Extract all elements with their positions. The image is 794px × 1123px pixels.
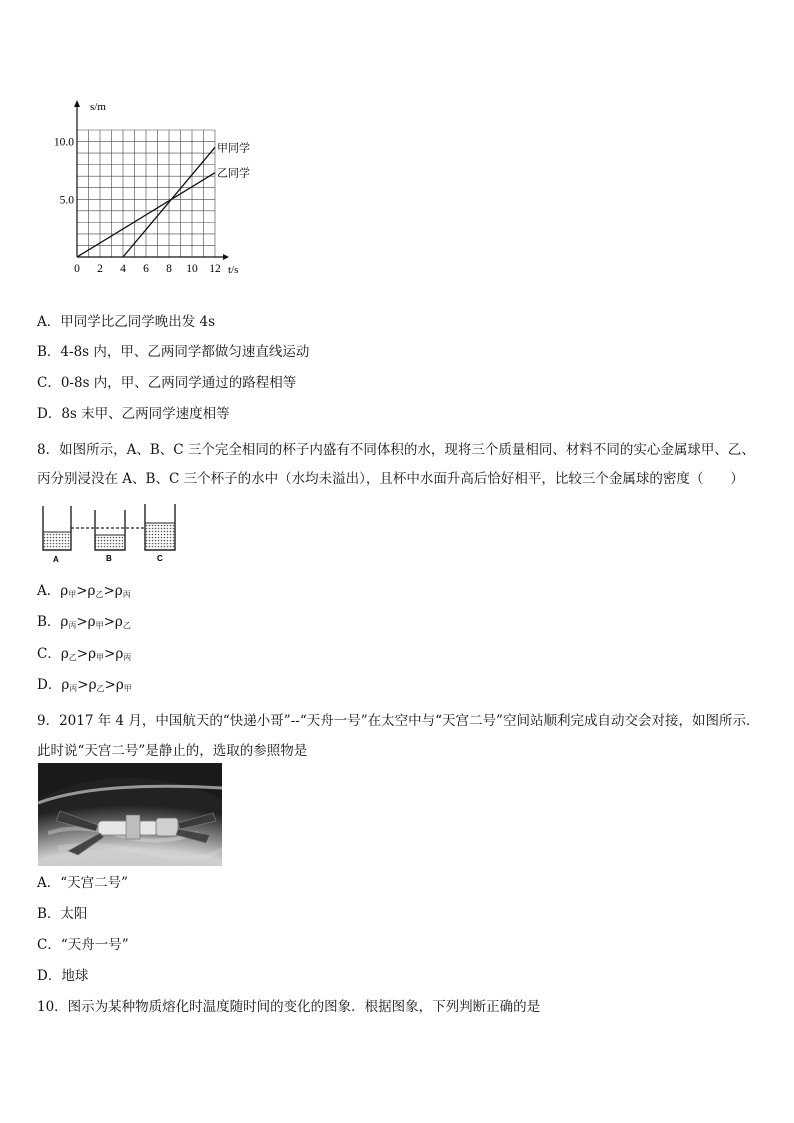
y-tick-label: 5.0 — [59, 194, 74, 207]
option-letter: C． — [37, 375, 61, 391]
x-tick-label: 2 — [97, 263, 103, 275]
q9-option-a[interactable] — [37, 874, 128, 892]
x-tick-label: 12 — [209, 263, 221, 275]
option-text: 8s 末甲、乙两同学速度相等 — [61, 406, 230, 422]
x-tick-label: 4 — [120, 263, 126, 275]
subscript: 乙 — [96, 684, 105, 693]
option-letter: B． — [37, 906, 61, 922]
q8-option-a[interactable] — [37, 582, 131, 604]
greater-than: > — [76, 583, 88, 599]
rho-symbol: ρ — [88, 677, 97, 693]
q7-option-b[interactable] — [37, 343, 309, 361]
subscript: 乙 — [122, 621, 131, 630]
cup-a — [43, 506, 71, 550]
option-letter: D． — [37, 677, 62, 693]
cup-label-c: C — [157, 554, 163, 563]
option-letter: C． — [37, 937, 61, 953]
q7-option-d[interactable] — [37, 405, 230, 423]
x-axis-arrow-icon — [223, 254, 229, 260]
cup-label-b: B — [106, 554, 112, 563]
rho-symbol: ρ — [61, 677, 70, 693]
option-text: “天宫二号” — [60, 875, 129, 891]
subscript: 丙 — [68, 621, 77, 630]
greater-than: > — [76, 614, 88, 630]
greater-than: > — [103, 614, 115, 630]
rho-symbol: ρ — [114, 583, 123, 599]
q8-option-b[interactable] — [37, 613, 131, 635]
rho-symbol: ρ — [87, 614, 96, 630]
three-cups-figure — [37, 500, 187, 566]
rho-symbol: ρ — [88, 646, 97, 662]
subscript: 甲 — [95, 621, 104, 630]
subscript: 乙 — [68, 653, 77, 662]
option-letter: D． — [37, 406, 62, 422]
q9-option-b[interactable] — [37, 905, 87, 923]
y-axis-label: s/m — [90, 101, 106, 113]
q10-stem: 10．图示为某种物质熔化时温度随时间的变化的图象．根据图象，下列判断正确的是 — [37, 999, 541, 1015]
cup-c — [145, 504, 175, 550]
greater-than: > — [103, 583, 115, 599]
chart-ticks — [54, 137, 221, 275]
greater-than: > — [104, 677, 116, 693]
rho-symbol: ρ — [60, 646, 69, 662]
distance-time-chart — [40, 94, 270, 279]
chart-axes — [74, 100, 229, 260]
q7-option-c[interactable] — [37, 374, 296, 392]
q9-option-d[interactable] — [37, 967, 88, 985]
cup-b — [95, 510, 125, 550]
q7-option-a[interactable] — [37, 313, 215, 331]
q8-stem: 8．如图所示，A、B、C 三个完全相同的杯子内盛有不同体积的水，现将三个质量相同、材料不同的实心金属球甲、乙、丙分别浸没在 A、B、C 三个杯子的水中（水均未溢出），且杯中水面升高后恰好相平，比较三个金属球的密度（ ） — [37, 442, 755, 487]
option-letter: D． — [37, 968, 62, 984]
subscript: 丙 — [69, 684, 78, 693]
option-text: 0-8s 内，甲、乙两同学通过的路程相等 — [60, 375, 297, 391]
option-text: 地球 — [61, 968, 89, 984]
rho-symbol: ρ — [87, 583, 96, 599]
rho-symbol: ρ — [60, 583, 69, 599]
option-text: 4-8s 内，甲、乙两同学都做匀速直线运动 — [60, 344, 310, 360]
x-tick-label: 0 — [74, 263, 80, 275]
option-text: 太阳 — [60, 906, 88, 922]
subscript: 丙 — [123, 653, 132, 662]
option-letter: A． — [37, 314, 61, 330]
q9-option-c[interactable] — [37, 936, 129, 954]
greater-than: > — [76, 646, 89, 662]
option-letter: B． — [37, 614, 61, 630]
option-letter: B． — [37, 344, 61, 360]
rho-symbol: ρ — [60, 614, 69, 630]
y-tick-label: 10.0 — [53, 136, 74, 149]
x-axis-label: t/s — [228, 264, 239, 276]
series-label: 乙同学 — [217, 166, 250, 180]
option-letter: A． — [37, 583, 61, 599]
q9-stem: 9．2017 年 4 月，中国航天的“快递小哥”--“天舟一号”在太空中与“天宫二号”空间站顺利完成自动交会对接，如图所示．此时说“天宫二号”是静止的，选取的参照物是 — [37, 713, 760, 759]
greater-than: > — [104, 646, 116, 662]
subscript: 甲 — [96, 653, 105, 662]
cup-label-a: A — [53, 555, 59, 564]
option-text: 甲同学比乙同学晚出发 4s — [60, 314, 216, 330]
subscript: 甲 — [123, 684, 132, 693]
x-tick-label: 10 — [186, 263, 198, 275]
subscript: 甲 — [68, 590, 77, 599]
chart-grid — [77, 130, 215, 257]
option-text: “天舟一号” — [60, 937, 129, 953]
rho-symbol: ρ — [114, 614, 123, 630]
rho-symbol: ρ — [115, 646, 124, 662]
greater-than: > — [77, 677, 89, 693]
q8-option-c[interactable] — [37, 645, 131, 667]
option-letter: C． — [37, 646, 61, 662]
x-tick-label: 8 — [166, 263, 172, 275]
space-station-photo — [38, 763, 222, 866]
q8-option-d[interactable] — [37, 676, 132, 698]
rho-symbol: ρ — [115, 677, 124, 693]
subscript: 乙 — [95, 590, 104, 599]
series-label: 甲同学 — [217, 141, 250, 155]
subscript: 丙 — [122, 590, 131, 599]
x-tick-label: 6 — [143, 263, 149, 275]
option-letter: A． — [37, 875, 61, 891]
y-axis-arrow-icon — [74, 100, 80, 107]
